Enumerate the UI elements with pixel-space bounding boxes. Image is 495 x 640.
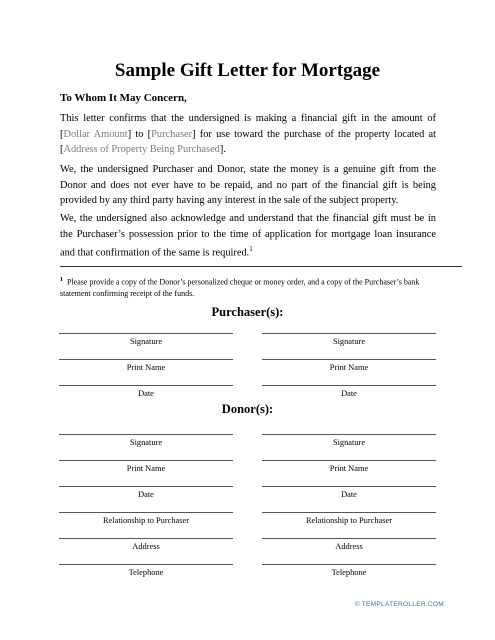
- purchasers-field-label: Print Name: [329, 363, 369, 372]
- donors-right-line[interactable]: [262, 512, 436, 513]
- donors-right-line[interactable]: [262, 434, 436, 435]
- donors-right-line[interactable]: [262, 564, 436, 565]
- templateroller-watermark: © TEMPLATEROLLER.COM: [354, 601, 444, 608]
- donors-field-label: Telephone: [331, 568, 367, 577]
- document-title: Sample Gift Letter for Mortgage: [114, 60, 381, 81]
- footnote-divider: [60, 266, 462, 267]
- property-address-placeholder: Address of Property Being Purchased: [63, 144, 220, 156]
- donors-field-label: Telephone: [128, 568, 164, 577]
- paragraph-acknowledgement: [60, 211, 436, 261]
- purchasers-field-label: Date: [341, 389, 357, 398]
- donors-field-label: Print Name: [126, 464, 166, 473]
- donors-field-label: Signature: [332, 438, 366, 447]
- paragraph-text: .: [223, 144, 226, 156]
- purchasers-left-line[interactable]: [59, 333, 233, 334]
- donors-left-line[interactable]: [59, 564, 233, 565]
- paragraph-text: We, the undersigned also acknowledge and understand that the financial gift must be in the Purchaser’s possession prior to the time of application for mortgage loan insurance and that confirmation of the same is required.: [60, 213, 436, 259]
- purchasers-heading: Purchaser(s):: [211, 305, 284, 319]
- paragraph-text: for use toward the purchase of the property located at: [195, 128, 437, 140]
- purchasers-field-label: Signature: [332, 337, 366, 346]
- purchasers-left-line[interactable]: [59, 385, 233, 386]
- footnote-text: Please provide a copy of the Donor’s personalized cheque or money order, and a copy of the Purchaser’s bank statement confirming receipt of the funds.: [60, 277, 420, 299]
- purchasers-field-label: Signature: [129, 337, 163, 346]
- purchasers-field-label: Print Name: [126, 363, 166, 372]
- donors-right-line[interactable]: [262, 538, 436, 539]
- donors-right-line[interactable]: [262, 460, 436, 461]
- dollar-amount-placeholder: Dollar Amount: [63, 128, 128, 140]
- paragraph-gift-confirmation: This letter confirms that the undersigned is making a financial gift in the amount of [Dollar Amount] to [Purchaser] for use toward the purchase of the property located at [Address of Property Being Purchased].: [60, 113, 437, 156]
- donors-right-line[interactable]: [262, 486, 436, 487]
- donors-left-line[interactable]: [59, 460, 233, 461]
- donors-field-label: Address: [335, 542, 363, 551]
- footnote-reference: 1: [249, 245, 253, 254]
- purchasers-right-line[interactable]: [262, 385, 436, 386]
- paragraph-text: to: [131, 128, 148, 140]
- donors-field-label: Date: [138, 490, 154, 499]
- footnote-number: 1: [60, 277, 63, 283]
- paragraph-genuine-gift: We, the undersigned Purchaser and Donor, state the money is a genuine gift from the Donor and does not ever have to be repaid, and no part of the financial gift is being provided by any third party having any interest in the sale of the subject property.: [60, 164, 436, 207]
- purchasers-right-line[interactable]: [262, 359, 436, 360]
- donors-field-label: Relationship to Purchaser: [102, 516, 190, 525]
- donors-field-label: Date: [341, 490, 357, 499]
- donors-field-label: Print Name: [329, 464, 369, 473]
- donors-left-line[interactable]: [59, 434, 233, 435]
- purchasers-left-line[interactable]: [59, 359, 233, 360]
- donors-left-line[interactable]: [59, 512, 233, 513]
- donors-field-label: Address: [132, 542, 160, 551]
- donors-field-label: Relationship to Purchaser: [305, 516, 393, 525]
- donors-heading: Donor(s):: [221, 402, 274, 416]
- donors-left-line[interactable]: [59, 486, 233, 487]
- purchasers-right-line[interactable]: [262, 333, 436, 334]
- donors-field-label: Signature: [129, 438, 163, 447]
- footnote: [60, 275, 440, 300]
- salutation: To Whom It May Concern,: [60, 92, 187, 104]
- donors-left-line[interactable]: [59, 538, 233, 539]
- paragraph-text: This letter confirms that the undersigned is making a financial gift in the amount of: [60, 113, 436, 124]
- purchasers-field-label: Date: [138, 389, 154, 398]
- purchaser-placeholder: Purchaser: [151, 128, 193, 140]
